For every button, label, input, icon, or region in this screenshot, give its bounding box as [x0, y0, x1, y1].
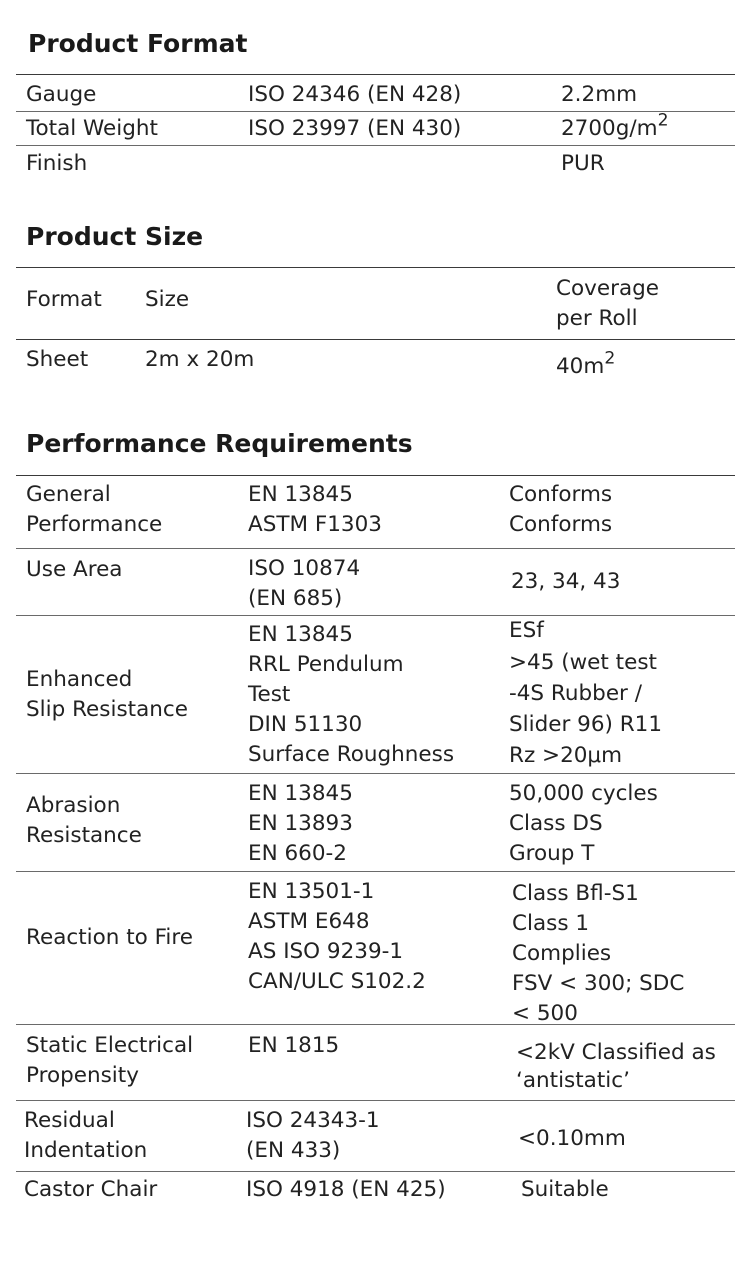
size-header-format: Format	[26, 287, 102, 312]
perf-abrasion-label: Abrasion Resistance	[26, 793, 142, 848]
format-weight-standard: ISO 23997 (EN 430)	[248, 116, 462, 141]
perf-static-value-2: ‘antistatic’	[516, 1068, 630, 1093]
perf-castor-label: Castor Chair	[24, 1177, 158, 1202]
perf-indentation-label: Residual Indentation	[24, 1108, 148, 1163]
divider	[16, 475, 735, 476]
perf-general-value: Conforms Conforms	[509, 482, 613, 537]
perf-slip-value-2: >45 (wet test	[509, 650, 657, 675]
perf-castor-standard: ISO 4918 (EN 425)	[246, 1177, 446, 1202]
divider	[16, 267, 735, 268]
divider	[16, 111, 735, 112]
perf-static-value-1: <2kV Classified as	[516, 1040, 716, 1065]
divider	[16, 773, 735, 774]
format-gauge-value: 2.2mm	[561, 82, 638, 107]
perf-abrasion-standard: EN 13845 EN 13893 EN 660-2	[248, 781, 353, 866]
perf-slip-label: Enhanced Slip Resistance	[26, 667, 188, 722]
perf-static-standard: EN 1815	[248, 1033, 340, 1058]
format-weight-value: $2700g/m^2$	[561, 110, 669, 141]
perf-slip-value-1: ESf	[509, 618, 544, 643]
perf-fire-label: Reaction to Fire	[26, 925, 194, 950]
divider	[16, 1171, 735, 1172]
perf-static-label: Static Electrical Propensity	[26, 1033, 194, 1088]
perf-slip-standard: EN 13845 RRL Pendulum Test DIN 51130 Surface Roughness	[248, 622, 455, 767]
perf-slip-value-4: Slider 96) R11	[509, 712, 663, 737]
perf-indentation-standard: ISO 24343-1 (EN 433)	[246, 1108, 380, 1163]
perf-slip-value-3: -4S Rubber /	[509, 681, 642, 706]
divider	[16, 339, 735, 340]
perf-use-area-standard: ISO 10874 (EN 685)	[248, 556, 361, 611]
product-size-heading: Product Size	[26, 222, 204, 251]
perf-indentation-value: <0.10mm	[518, 1126, 626, 1151]
divider	[16, 1100, 735, 1101]
format-gauge-label: Gauge	[26, 82, 97, 107]
divider	[16, 615, 735, 616]
divider	[16, 871, 735, 872]
divider	[16, 74, 735, 75]
size-header-coverage: Coverage per Roll	[556, 276, 660, 331]
perf-use-area-value: 23, 34, 43	[511, 569, 621, 594]
perf-use-area-label: Use Area	[26, 557, 123, 582]
format-gauge-standard: ISO 24346 (EN 428)	[248, 82, 462, 107]
format-weight-label: Total Weight	[26, 116, 158, 141]
format-finish-value: PUR	[561, 151, 605, 176]
perf-general-label: General Performance	[26, 482, 163, 537]
size-header-size: Size	[145, 287, 190, 312]
perf-general-standard: EN 13845 ASTM F1303	[248, 482, 382, 537]
divider	[16, 1024, 735, 1025]
size-row-coverage: $40m^2$	[556, 348, 616, 379]
perf-castor-value: Suitable	[521, 1177, 609, 1202]
perf-fire-standard: EN 13501-1 ASTM E648 AS ISO 9239-1 CAN/ULC S102.2	[248, 879, 426, 994]
format-finish-label: Finish	[26, 151, 88, 176]
performance-heading: Performance Requirements	[26, 429, 413, 458]
perf-abrasion-value: 50,000 cycles Class DS Group T	[509, 781, 658, 866]
divider	[16, 548, 735, 549]
perf-slip-value-5: Rz >20μm	[509, 743, 623, 768]
size-row-size: 2m x 20m	[145, 347, 255, 372]
product-format-heading: Product Format	[28, 29, 248, 58]
perf-fire-value: Class Bfl-S1 Class 1 Complies FSV < 300; SDC < 500	[512, 881, 685, 1026]
divider	[16, 145, 735, 146]
size-row-format: Sheet	[26, 347, 89, 372]
